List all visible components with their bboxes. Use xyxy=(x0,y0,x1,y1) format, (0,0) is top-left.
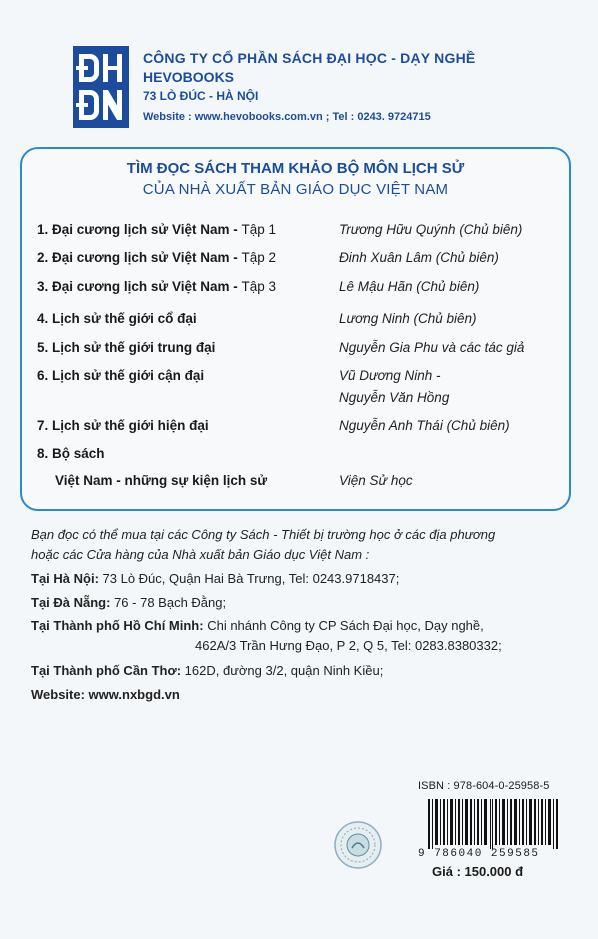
book-item: 8. Bộ sách xyxy=(37,446,105,461)
book-author: Trương Hữu Quýnh (Chủ biên) xyxy=(339,222,523,237)
publisher-logo xyxy=(73,46,129,128)
address-hcm-line2: 462A/3 Trần Hưng Đạo, P 2, Q 5, Tel: 0283.8380332; xyxy=(195,638,502,653)
publisher-seal-icon xyxy=(333,820,383,870)
box-subtitle: CỦA NHÀ XUẤT BẢN GIÁO DỤC VIỆT NAM xyxy=(142,181,449,198)
barcode-icon xyxy=(428,799,558,849)
intro-line-2: hoặc các Cửa hàng của Nhà xuất bản Giáo dục Việt Nam : xyxy=(31,547,370,562)
address-cantho: Tại Thành phố Cần Thơ: 162D, đường 3/2, quận Ninh Kiều; xyxy=(31,663,384,678)
book-author: Đinh Xuân Lâm (Chủ biên) xyxy=(339,250,499,265)
address-hanoi: Tại Hà Nội: 73 Lò Đúc, Quận Hai Bà Trưng, Tel: 0243.9718437; xyxy=(31,571,400,586)
publisher-address: 73 LÒ ĐÚC - HÀ NỘI xyxy=(143,89,259,103)
book-item: 7. Lịch sử thế giới hiện đại xyxy=(37,418,209,433)
publisher-contact: Website : www.hevobooks.com.vn ; Tel : 0243. 9724715 xyxy=(143,111,431,123)
book-author: Nguyễn Anh Thái (Chủ biên) xyxy=(339,418,510,433)
book-author-second: Nguyễn Văn Hồng xyxy=(339,390,450,405)
price: Giá : 150.000 đ xyxy=(432,864,524,879)
book-author: Nguyễn Gia Phu và các tác giả xyxy=(339,340,525,355)
website: Website: www.nxbgd.vn xyxy=(31,687,180,702)
book-item: 5. Lịch sử thế giới trung đại xyxy=(37,340,216,355)
publisher-brand: HEVOBOOKS xyxy=(143,69,235,85)
barcode-digits: 9 786040 259585 xyxy=(418,848,540,860)
book-item: 4. Lịch sử thế giới cổ đại xyxy=(37,311,197,326)
book-author: Vũ Dương Ninh - xyxy=(339,368,441,383)
address-danang: Tại Đà Nẵng: 76 - 78 Bạch Đằng; xyxy=(31,595,227,610)
address-hcm: Tại Thành phố Hồ Chí Minh: Chi nhánh Công ty CP Sách Đại học, Dạy nghề, xyxy=(31,618,484,633)
book-author: Lê Mậu Hãn (Chủ biên) xyxy=(339,279,480,294)
publisher-info xyxy=(143,50,475,123)
book-item: 2. Đại cương lịch sử Việt Nam - Tập 2 xyxy=(37,250,277,265)
book-list-box xyxy=(20,147,571,511)
intro-line-1: Bạn đọc có thể mua tại các Công ty Sách - Thiết bị trường học ở các địa phương xyxy=(31,527,496,542)
publisher-name: CÔNG TY CỔ PHẦN SÁCH ĐẠI HỌC - DẠY NGHỀ xyxy=(143,50,476,66)
isbn-label: ISBN : 978-604-0-25958-5 xyxy=(418,780,550,792)
book-item: 3. Đại cương lịch sử Việt Nam - Tập 3 xyxy=(37,279,277,294)
book-item: 6. Lịch sử thế giới cận đại xyxy=(37,368,205,383)
book-author: Lương Ninh (Chủ biên) xyxy=(339,311,477,326)
book-item: 1. Đại cương lịch sử Việt Nam - Tập 1 xyxy=(37,222,277,237)
box-title: TÌM ĐỌC SÁCH THAM KHẢO BỘ MÔN LỊCH SỬ xyxy=(126,160,465,177)
book-author: Viện Sử học xyxy=(339,473,413,488)
book-item: Việt Nam - những sự kiện lịch sử xyxy=(55,473,268,488)
